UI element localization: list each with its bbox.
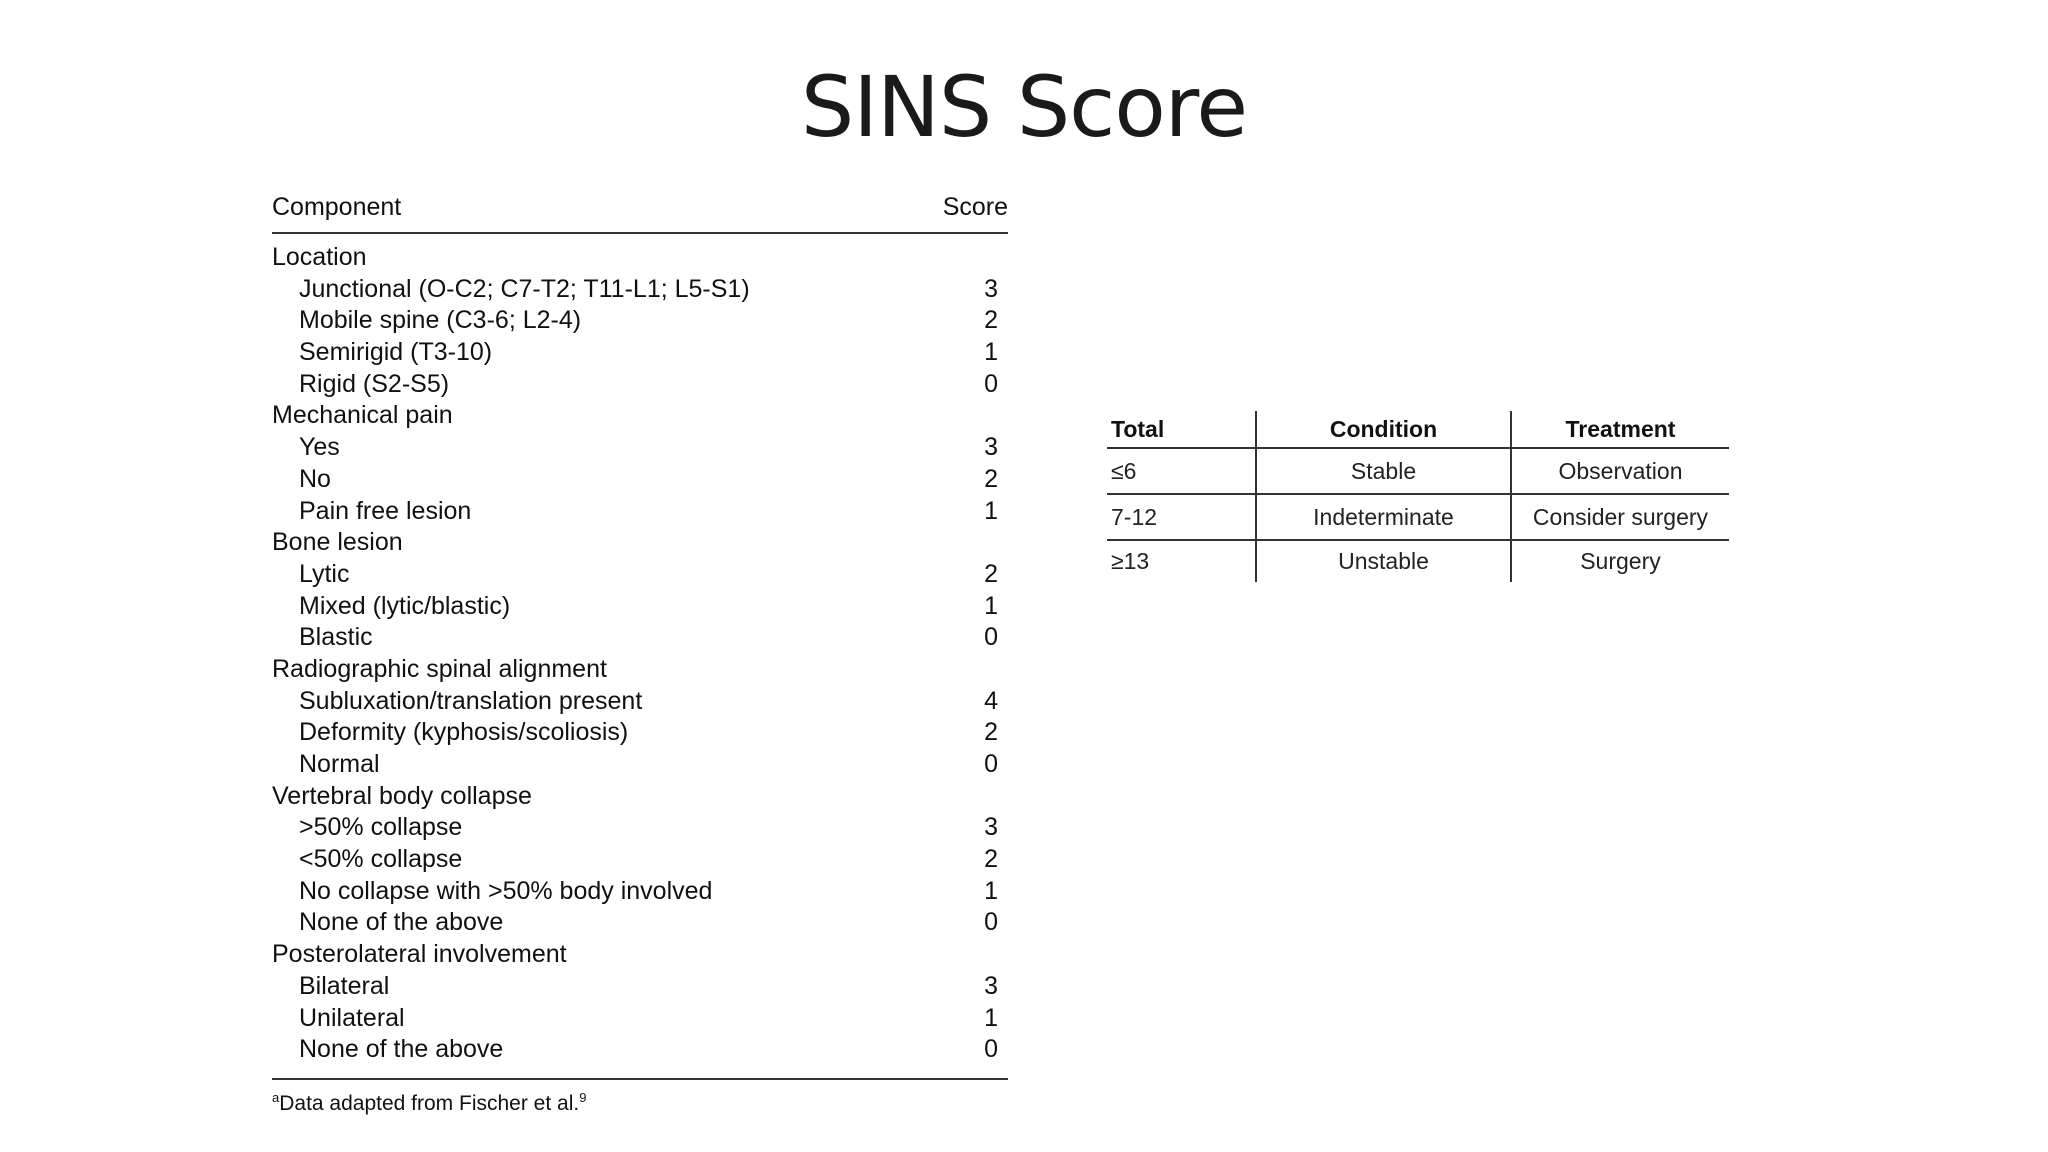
component-label: Semirigid (T3-10) xyxy=(299,338,493,367)
score-value: 3 xyxy=(984,971,998,1000)
classification-table xyxy=(1107,411,1729,582)
condition-cell: Stable xyxy=(1256,448,1511,494)
component-label: Bilateral xyxy=(299,971,390,1000)
category-row xyxy=(272,242,1008,274)
score-value: 3 xyxy=(984,433,998,462)
component-label: None of the above xyxy=(299,1035,504,1064)
condition-column-header: Condition xyxy=(1256,411,1511,448)
component-column-header: Component xyxy=(272,193,402,221)
score-value: 0 xyxy=(984,908,998,937)
category-row xyxy=(272,939,1008,971)
component-label: Lytic xyxy=(299,559,350,588)
condition-cell: Indeterminate xyxy=(1256,494,1511,540)
table-row xyxy=(272,717,1008,749)
category-label: Bone lesion xyxy=(272,528,403,557)
total-cell: ≥13 xyxy=(1107,540,1256,582)
table-row xyxy=(272,686,1008,718)
sins-score-table xyxy=(272,190,1008,1116)
table-row xyxy=(272,1003,1008,1035)
component-label: <50% collapse xyxy=(299,845,463,874)
table-row xyxy=(272,432,1008,464)
score-value: 0 xyxy=(984,623,998,652)
component-label: Junctional (O-C2; C7-T2; T11-L1; L5-S1) xyxy=(299,274,750,303)
component-label: Mobile spine (C3-6; L2-4) xyxy=(299,306,582,335)
category-label: Location xyxy=(272,243,367,271)
score-value: 2 xyxy=(984,306,998,335)
score-value: 1 xyxy=(984,591,998,620)
total-column-header: Total xyxy=(1107,411,1256,448)
score-value: 2 xyxy=(984,718,998,747)
treatment-column-header: Treatment xyxy=(1511,411,1729,448)
category-row xyxy=(272,654,1008,686)
category-label: Posterolateral involvement xyxy=(272,940,567,969)
score-value: 0 xyxy=(984,750,998,778)
score-value: 0 xyxy=(984,1035,998,1064)
component-label: No xyxy=(299,464,331,493)
footnote-reference: 9 xyxy=(579,1089,587,1105)
table-row xyxy=(272,369,1008,401)
component-label: Mixed (lytic/blastic) xyxy=(299,591,511,620)
score-value: 1 xyxy=(984,1003,998,1032)
condition-cell: Unstable xyxy=(1256,540,1511,582)
score-column-header: Score xyxy=(942,193,1008,221)
total-cell: ≤6 xyxy=(1107,448,1256,494)
table-row xyxy=(272,337,1008,369)
component-label: Pain free lesion xyxy=(299,496,472,525)
score-value: 3 xyxy=(984,274,998,303)
category-row xyxy=(272,527,1008,559)
slide-title: SINS Score xyxy=(800,58,1248,156)
component-label: Yes xyxy=(299,433,340,462)
table-row xyxy=(272,496,1008,528)
treatment-cell: Observation xyxy=(1511,448,1729,494)
table-row xyxy=(272,1034,1008,1066)
component-label: Rigid (S2-S5) xyxy=(299,369,450,398)
table-row xyxy=(272,591,1008,623)
component-label: No collapse with >50% body involved xyxy=(299,876,713,905)
component-label: Unilateral xyxy=(299,1003,405,1032)
treatment-cell: Consider surgery xyxy=(1511,494,1729,540)
total-cell: 7-12 xyxy=(1107,494,1256,540)
score-value: 2 xyxy=(984,845,998,874)
classification-row xyxy=(1107,540,1729,582)
table-row xyxy=(272,622,1008,654)
score-value: 1 xyxy=(984,338,998,367)
table-row xyxy=(272,812,1008,844)
component-label: Normal xyxy=(299,750,380,778)
component-label: Blastic xyxy=(299,623,373,652)
footnote-marker: a xyxy=(272,1089,280,1105)
table-row xyxy=(272,749,1008,781)
category-label: Radiographic spinal alignment xyxy=(272,654,607,683)
table-row xyxy=(272,876,1008,908)
category-label: Mechanical pain xyxy=(272,401,453,430)
component-label: None of the above xyxy=(299,908,504,937)
score-value: 2 xyxy=(984,464,998,493)
classification-header-row xyxy=(1107,411,1729,448)
classification-row xyxy=(1107,494,1729,540)
table-row xyxy=(272,844,1008,876)
component-label: >50% collapse xyxy=(299,813,463,842)
score-value: 4 xyxy=(984,686,998,715)
table-row xyxy=(272,305,1008,337)
score-value: 2 xyxy=(984,559,998,588)
table-footnote xyxy=(272,1078,1008,1116)
category-row xyxy=(272,781,1008,813)
table-row xyxy=(272,274,1008,306)
footnote-text: Data adapted from Fischer et al. xyxy=(279,1091,580,1115)
score-value: 3 xyxy=(984,813,998,842)
sins-table-body xyxy=(272,234,1008,1066)
table-row xyxy=(272,559,1008,591)
score-value: 1 xyxy=(984,496,998,525)
category-row xyxy=(272,400,1008,432)
sins-table-header xyxy=(272,190,1008,234)
table-row xyxy=(272,907,1008,939)
table-row xyxy=(272,971,1008,1003)
treatment-cell: Surgery xyxy=(1580,548,1661,574)
table-row xyxy=(272,464,1008,496)
category-label: Vertebral body collapse xyxy=(272,781,532,810)
component-label: Subluxation/translation present xyxy=(299,686,643,715)
score-value: 0 xyxy=(984,369,998,398)
score-value: 1 xyxy=(984,876,998,905)
component-label: Deformity (kyphosis/scoliosis) xyxy=(299,718,629,747)
classification-row xyxy=(1107,448,1729,494)
